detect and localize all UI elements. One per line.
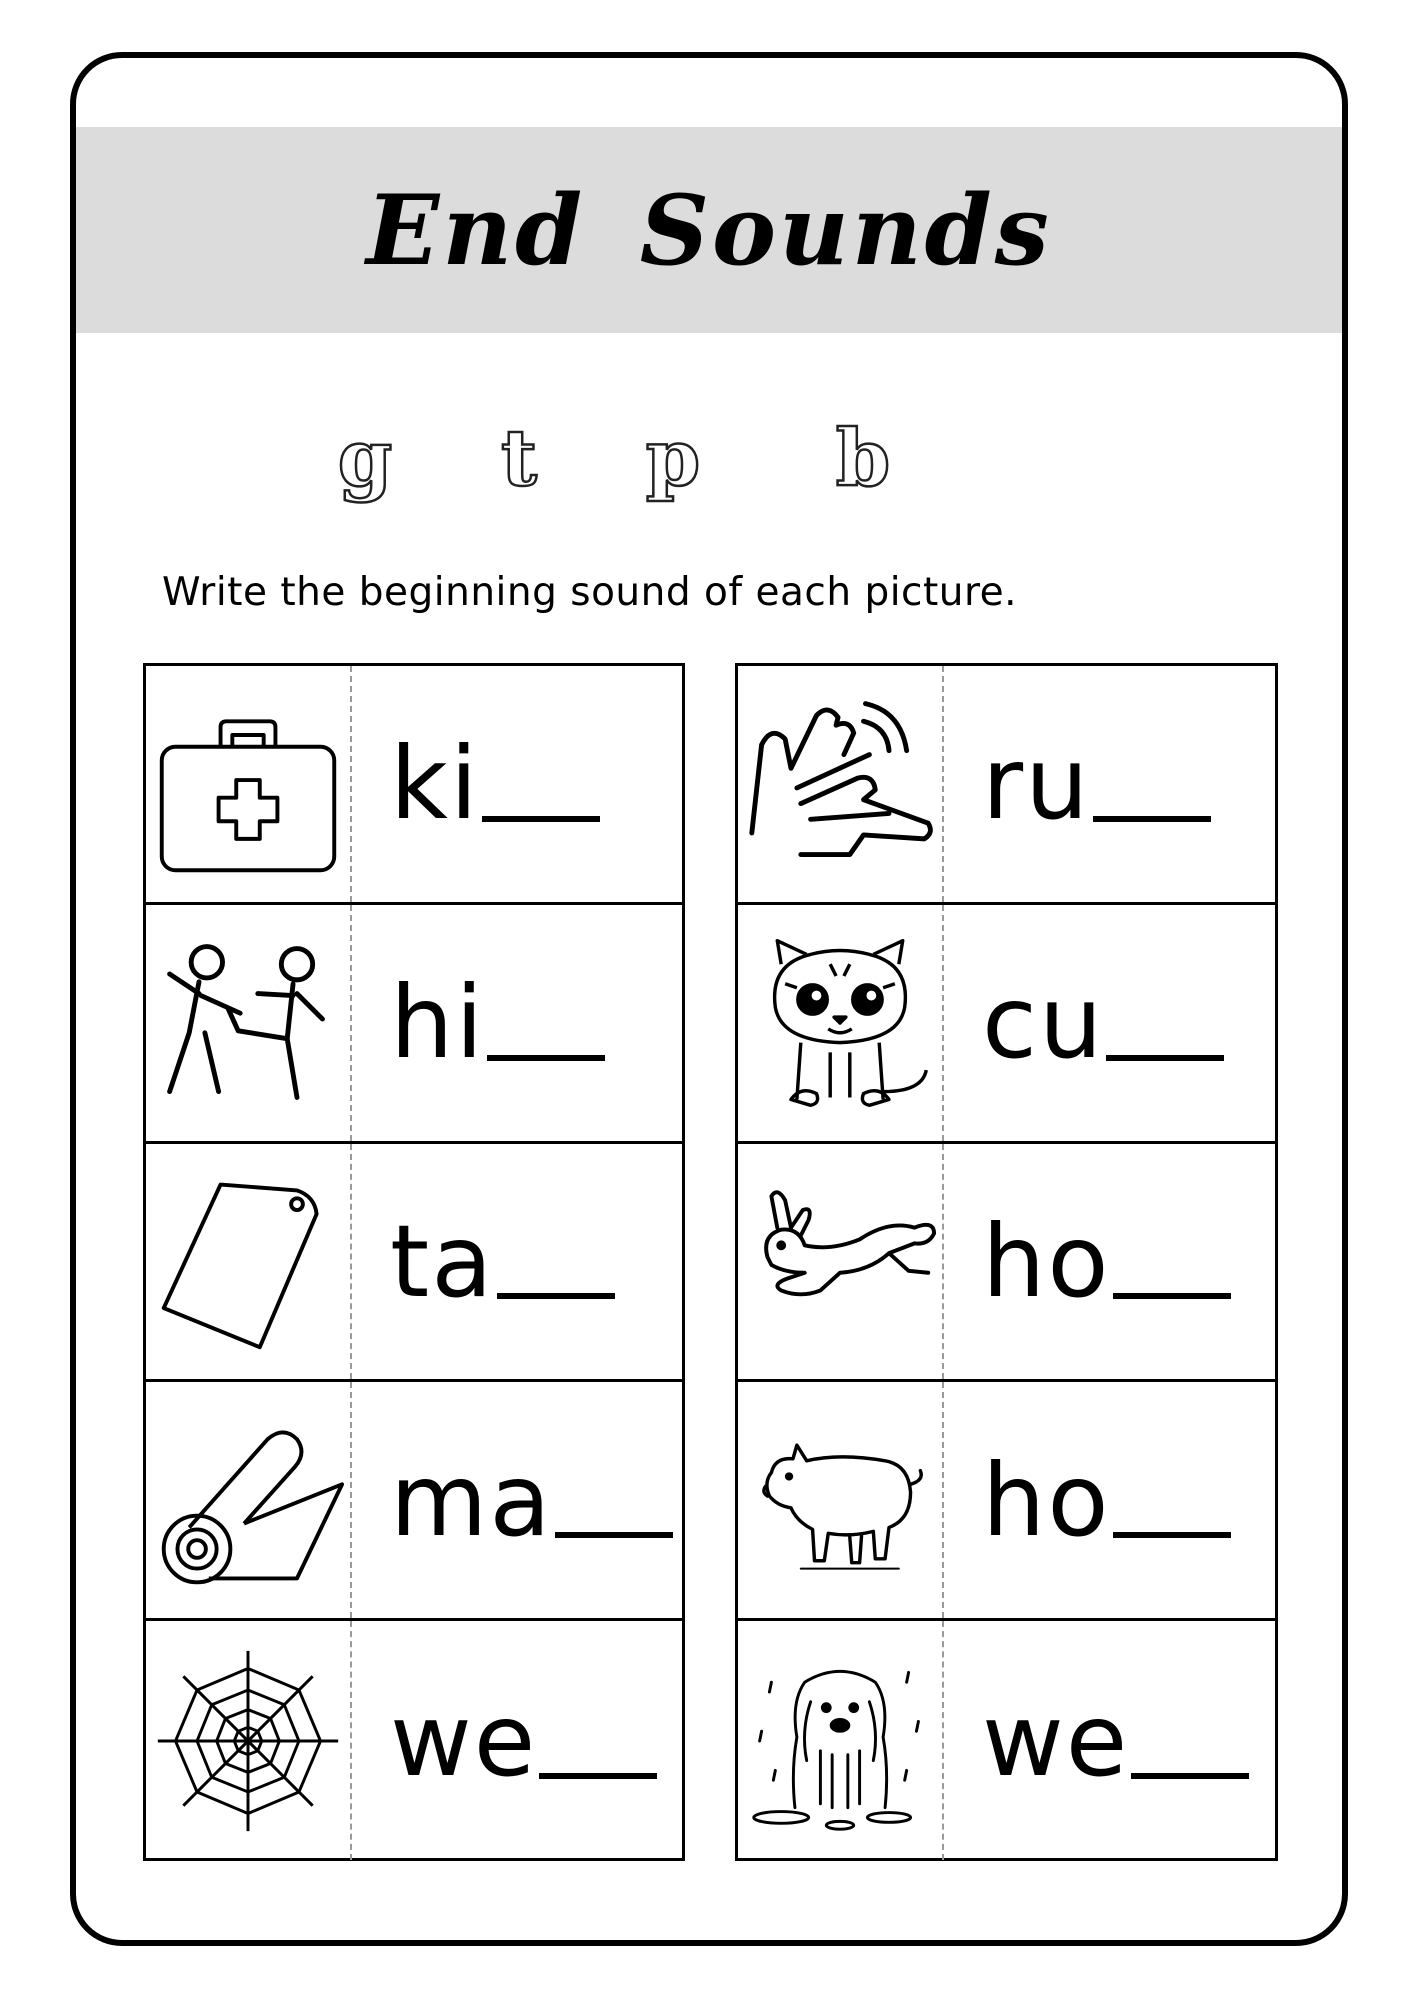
answer-blank[interactable] [1106,985,1224,1061]
word-with-blank [354,905,682,1141]
word-row [146,666,682,905]
word-row [146,1382,682,1621]
tiger-cub-icon [738,905,944,1141]
letter-option: b [835,413,891,504]
word-row [146,1621,682,1860]
word-stem: ru [982,725,1091,843]
word-with-blank [946,905,1275,1141]
word-stem: hi [390,964,486,1082]
spider-web-icon [146,1621,352,1860]
instruction-text: Write the beginning sound of each picture. [162,570,1018,615]
answer-blank[interactable] [487,985,605,1061]
word-with-blank [354,1382,682,1618]
word-row [738,1621,1275,1860]
word-with-blank [354,666,682,902]
rolled-mat-icon [146,1382,352,1618]
word-stem: cu [982,964,1105,1082]
word-stem: ho [982,1202,1111,1320]
word-row [738,666,1275,905]
pig-icon [738,1382,944,1618]
letter-option: t [500,413,538,504]
kicking-fighters-icon [146,905,352,1141]
letter-option: g [337,413,393,504]
answer-blank[interactable] [555,1462,673,1538]
word-with-blank [946,1621,1275,1860]
right-word-grid [735,663,1278,1861]
answer-blank[interactable] [1113,1223,1231,1299]
word-with-blank [946,1382,1275,1618]
word-row [738,1144,1275,1383]
word-row [146,905,682,1144]
left-word-grid [143,663,685,1861]
word-row [738,905,1275,1144]
word-stem: ta [390,1202,495,1320]
rubbing-hands-icon [738,666,944,902]
word-with-blank [354,1144,682,1380]
page-title: End Sounds [366,173,1052,287]
word-stem: ki [390,725,480,843]
letter-option: p [645,413,701,504]
word-stem: ho [982,1441,1111,1559]
word-with-blank [354,1621,682,1860]
word-stem: we [982,1682,1130,1800]
answer-blank[interactable] [1093,746,1211,822]
word-stem: ma [390,1441,553,1559]
wet-dog-icon [738,1621,944,1860]
word-row [738,1382,1275,1621]
answer-blank[interactable] [482,746,600,822]
answer-blank[interactable] [1131,1703,1249,1779]
answer-blank[interactable] [539,1703,657,1779]
answer-blank[interactable] [497,1223,615,1299]
hopping-rabbit-icon [738,1144,944,1380]
answer-blank[interactable] [1113,1462,1231,1538]
word-row [146,1144,682,1383]
word-with-blank [946,666,1275,902]
tag-icon [146,1144,352,1380]
first-aid-kit-icon [146,666,352,902]
word-stem: we [390,1682,538,1800]
word-with-blank [946,1144,1275,1380]
